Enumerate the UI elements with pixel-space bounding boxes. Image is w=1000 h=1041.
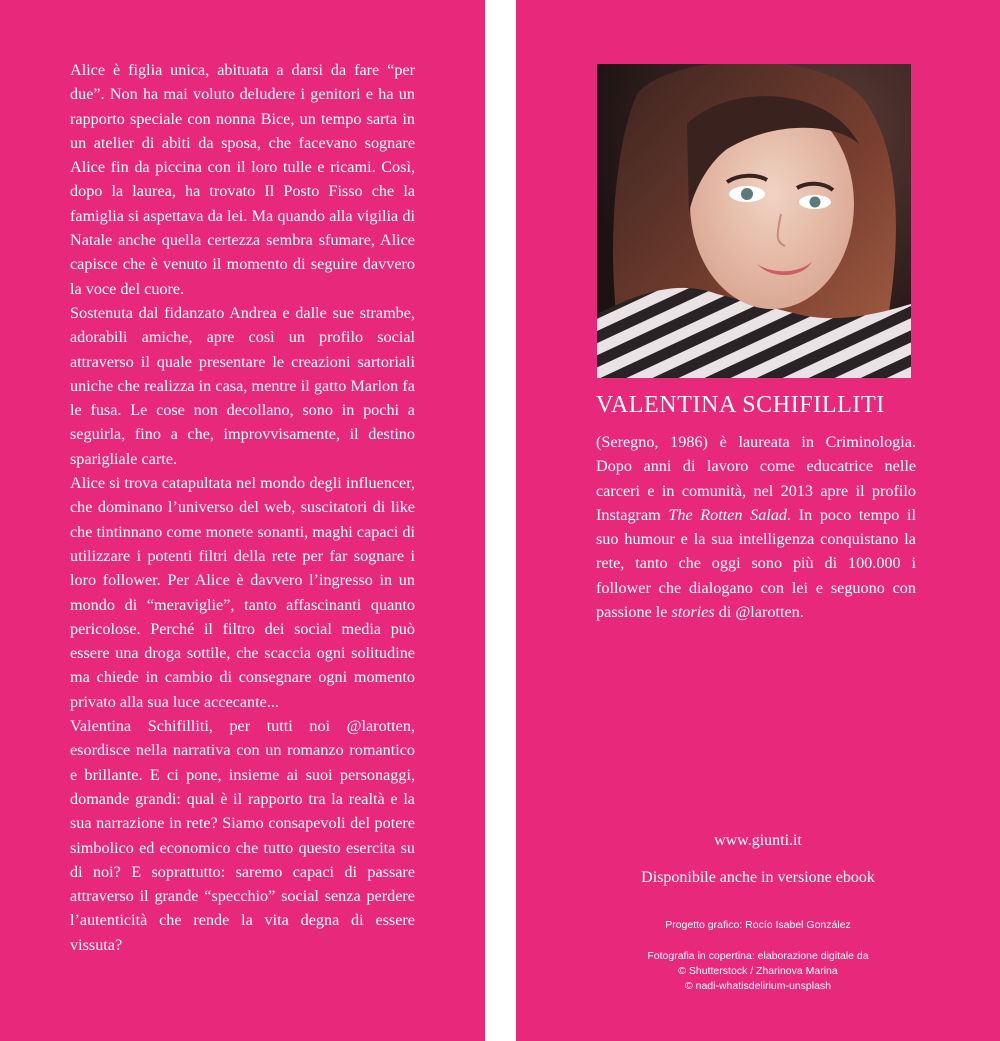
bio-text: . In poco tempo il suo humour e la sua intelligenza conquistano la rete, tanto che oggi sono più di 100.000 i follower che dialogano con lei e seguono con passione le <box>596 505 916 622</box>
book-blurb <box>70 58 415 957</box>
bio-stories: stories <box>671 603 715 622</box>
author-bio <box>596 430 916 624</box>
design-credit: Progetto grafico: Rocío Isabel González <box>665 919 851 931</box>
blurb-paragraph: Valentina Schifilliti, per tutti noi @larotten, esordisce nella narrativa con un romanzo romantico e brillante. E ci pone, insieme ai suoi personaggi, domande grandi: qual è il rapporto tra la realtà e la sua narrazione in rete? Siamo consapevoli del potere simbolico ed economico che tutto questo esercita su di noi? E soprattutto: saremo capaci di passare attraverso il grande “specchio” social senza perdere l’autenticità che rende la vita degna di essere vissuta? <box>70 717 415 954</box>
author-portrait-illustration <box>597 64 911 378</box>
photo-credit-line: Fotografia in copertina: elaborazione digitale da <box>647 950 869 962</box>
back-flap-left <box>0 0 485 1041</box>
bio-text: di @larotten. <box>714 603 804 622</box>
blurb-paragraph: Sostenuta dal fidanzato Andrea e dalle sue strambe, adorabili amiche, apre così un profilo social attraverso il quale presentare le creazioni sartoriali uniche che realizza in casa, mentre il gatto Marlon fa le fusa. Le cose non decollano, sono in pochi a seguirla, fino a che, improvvisamente, il destino sparigliale carte. <box>70 303 415 468</box>
photo-credit-line: © nadi-whatisdelirium-unsplash <box>684 980 832 992</box>
blurb-paragraph: Alice è figlia unica, abituata a darsi da fare “per due”. Non ha mai voluto deludere i genitori e ha un rapporto speciale con nonna Bice, un tempo sarta in un atelier di abiti da sposa, che facevano sognare Alice fin da piccina con il loro tulle e ricami. Così, dopo la laurea, ha trovato Il Posto Fisso che la famiglia si aspettava da lei. Ma quando alla vigilia di Natale anche quella certezza sembra sfumare, Alice capisce che è venuto il momento di seguire davvero la voce del cuore. <box>70 61 415 298</box>
blurb-paragraph: Alice si trova catapultata nel mondo degli influencer, che dominano l’universo del web, suscitatori di like che tintinnano come monete sonanti, maghi capaci di utilizzare i potenti filtri della rete per far sognare i loro follower. Per Alice è davvero l’ingresso in un mondo di “meraviglie”, tanto affascinanti quanto pericolose. Perché il filtro dei social media può essere una droga sottile, che scaccia ogni solitudine ma chiede in cambio di consegnare ogni momento privato alla sua luce accecante... <box>70 474 415 711</box>
author-photo <box>597 64 911 378</box>
photo-credit <box>516 949 1000 994</box>
ebook-availability-note: Disponibile anche in versione ebook <box>641 869 875 886</box>
author-name: VALENTINA SCHIFILLITI <box>596 392 885 418</box>
bio-text: (Seregno, 1986) è laureata in Criminologia. Dopo anni di lavoro come educatrice nelle carceri e in comunità, nel 2013 apre il profilo Instagram <box>596 433 916 524</box>
page-gutter <box>485 0 516 1041</box>
bio-profile-title: The Rotten Salad <box>668 505 788 524</box>
back-flap-right <box>516 0 1000 1041</box>
photo-credit-line: © Shutterstock / Zharinova Marina <box>678 965 838 977</box>
publisher-website: www.giunti.it <box>714 832 802 849</box>
